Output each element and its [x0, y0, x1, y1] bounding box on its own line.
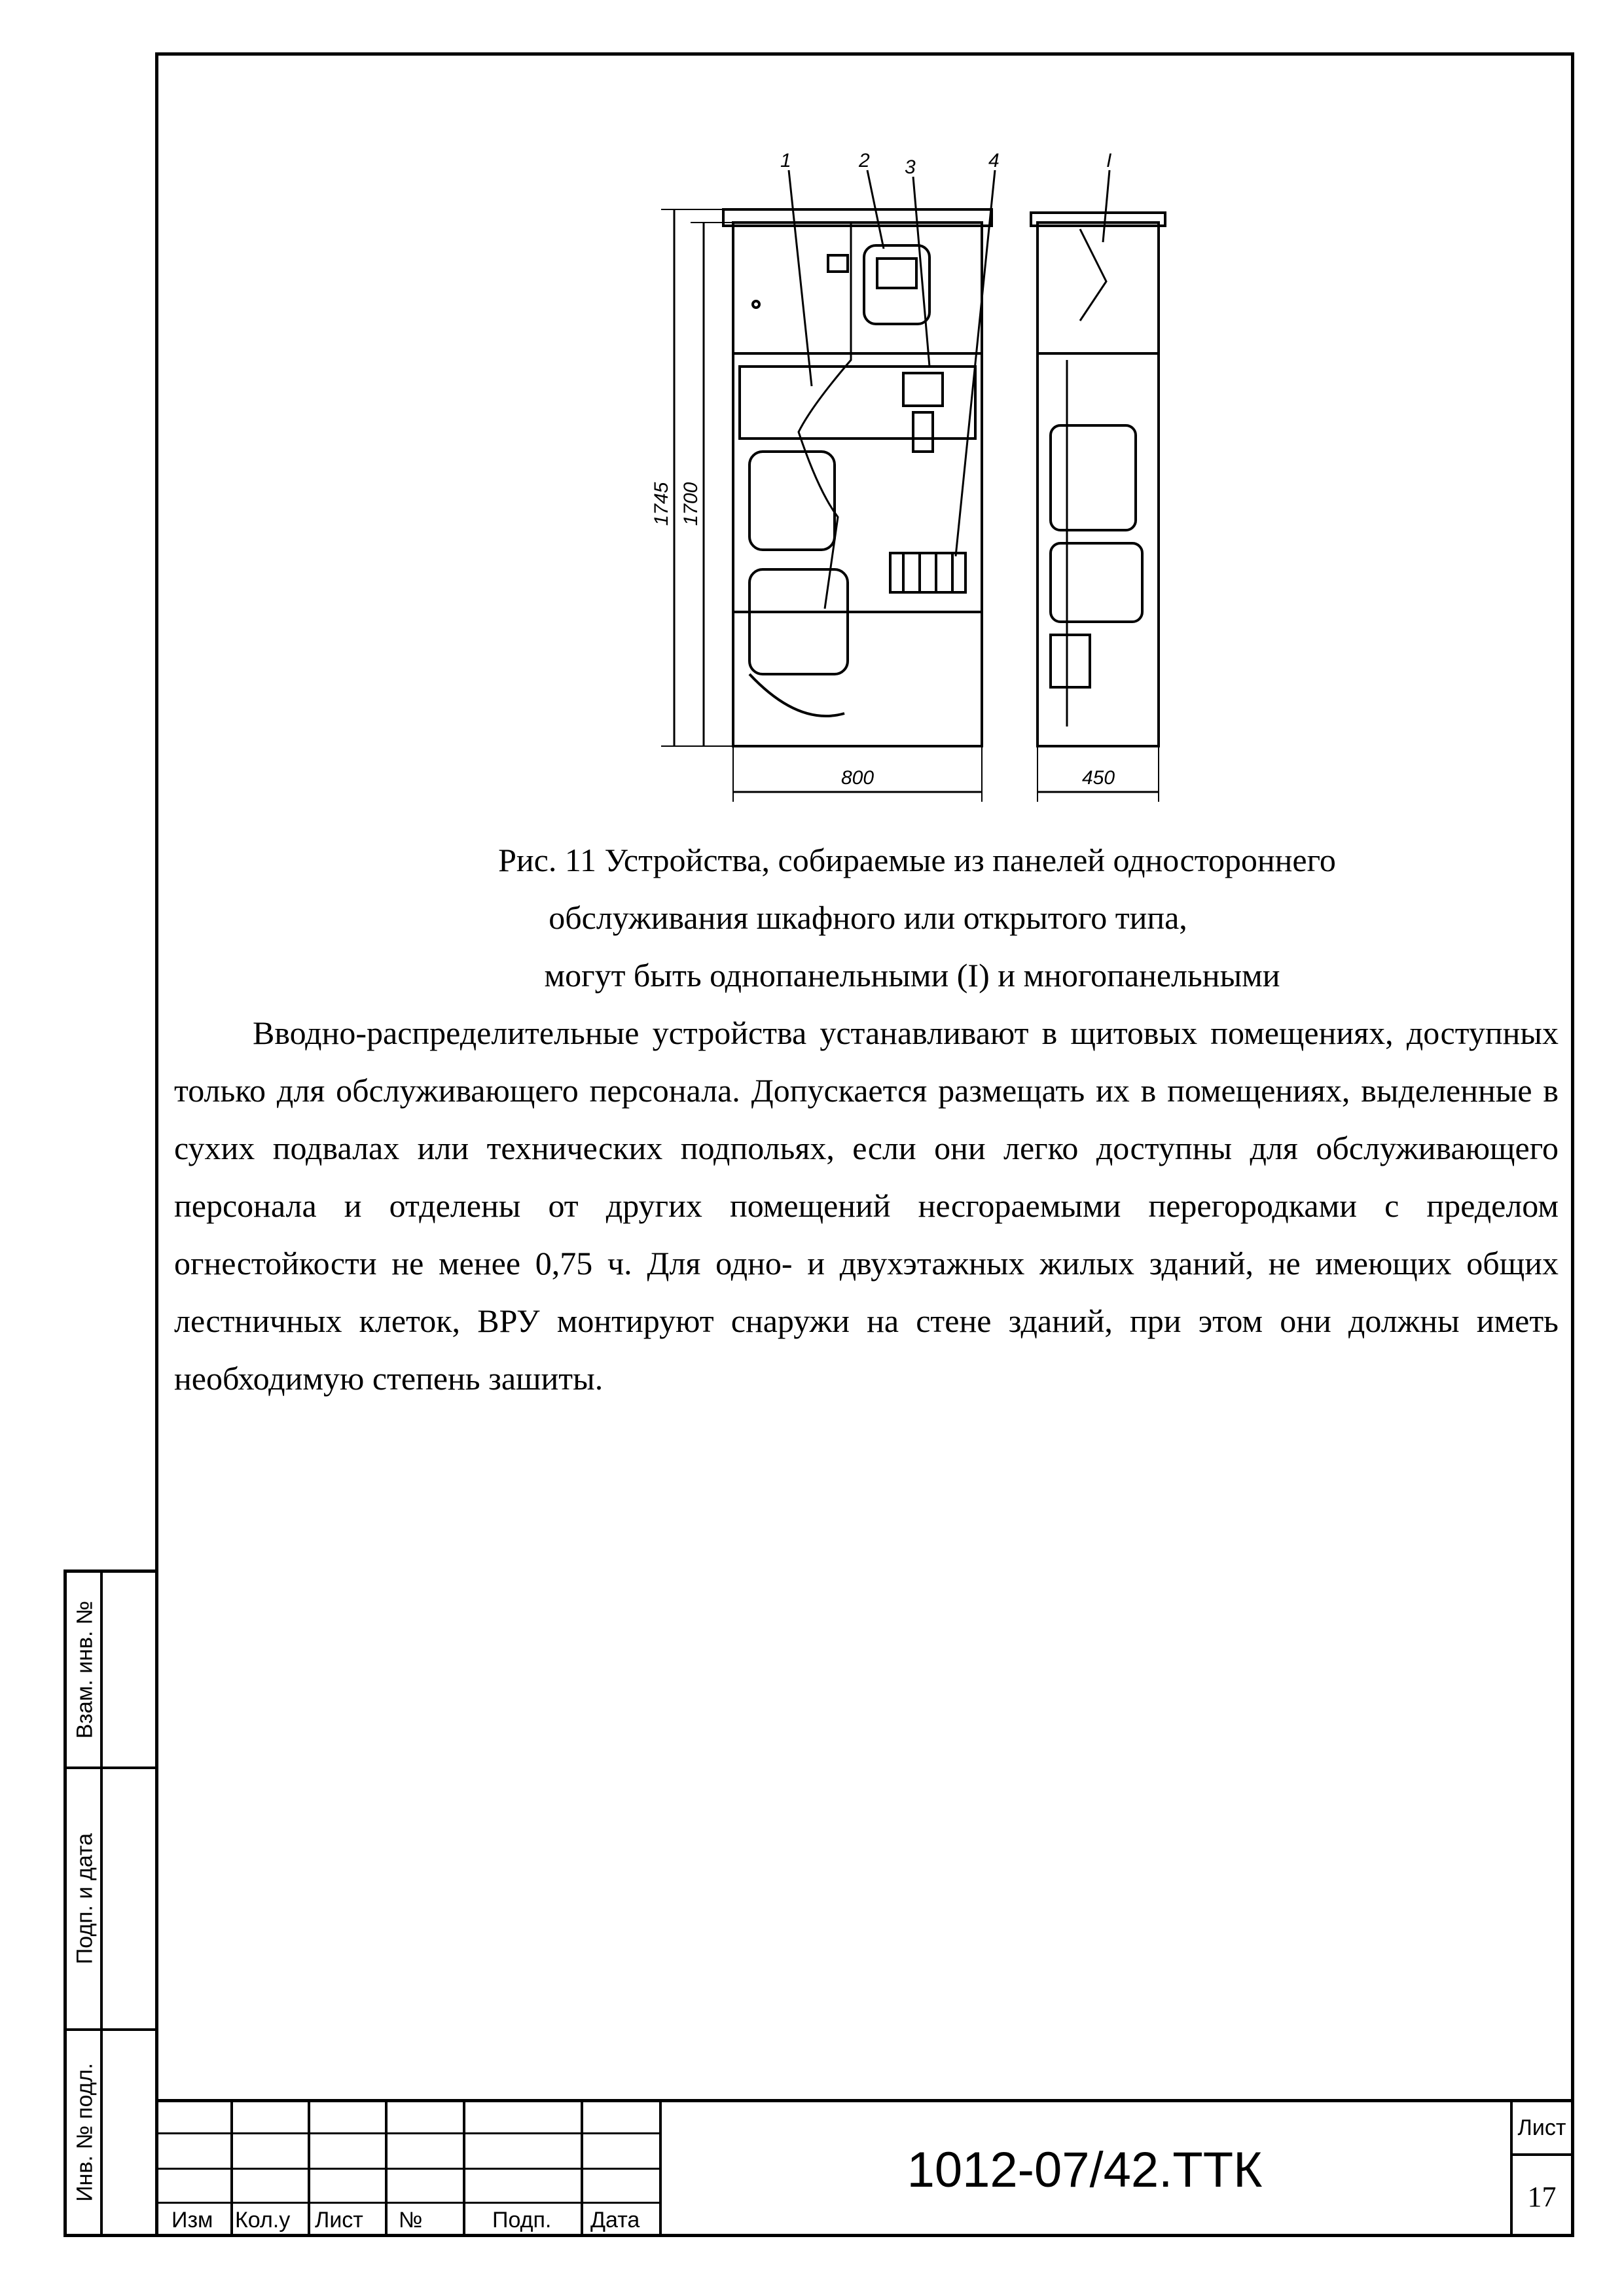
panel-drawing-svg: [648, 151, 1224, 805]
tb-col-num: №: [399, 2208, 423, 2233]
tb-col-data: Дата: [590, 2208, 640, 2233]
side-door-cutaway: [1080, 229, 1106, 321]
door-lock: [753, 301, 759, 308]
side-cell-podp: [67, 1769, 103, 2031]
dim-label-800: 800: [840, 767, 875, 789]
side-stamp: [63, 1570, 155, 2237]
body-paragraph: Вводно-распределительные устройства устанавливают в щитовых помещениях, доступных только для обслуживающего персонала. Допускается размещать их в помещениях, выделенные в сухих подвалах или технических подпольях, если они легко доступны для обслуживающего персонала и отделены от других помещений несгораемыми перегородками с пределом огнестойкости не менее 0,75 ч. Для одно- и двухэтажных жилых зданий, не имеющих общих лестничных клеток, ВРУ монтируют снаружи на стене зданий, при этом они должны иметь необходимую степень зашиты.: [174, 1014, 1559, 1397]
cable-loop: [749, 674, 844, 716]
dim-label-1700: 1700: [680, 482, 702, 526]
tb-col-izm: Изм: [171, 2208, 213, 2233]
breaker-block: [890, 553, 965, 592]
switch-block: [903, 373, 943, 406]
dim-label-1745: 1745: [651, 482, 672, 526]
tb-col-line-1: [230, 2102, 233, 2237]
switch-handle: [913, 412, 933, 452]
meter-window: [877, 259, 916, 288]
side-divider-2: [103, 2028, 158, 2031]
callout-1: 1: [780, 151, 791, 171]
document-code: 1012-07/42.ТТК: [907, 2142, 1263, 2198]
callout-4: 4: [988, 151, 1000, 171]
side-transformer-lower: [1051, 543, 1142, 622]
side-divider-1: [103, 1767, 158, 1769]
side-cell-inv: [67, 2031, 103, 2234]
side-terminal-block: [1051, 635, 1090, 687]
front-cabinet-outline: [733, 223, 982, 746]
figure-panel-drawing: [648, 151, 1224, 805]
callout-I: I: [1106, 151, 1112, 171]
switch-gear-area: [740, 367, 975, 439]
side-stamp-labels: [67, 1573, 103, 2234]
transformer-lower: [749, 569, 848, 674]
body-text: [174, 1004, 1559, 1407]
transformer-upper: [749, 452, 835, 550]
figure-caption-line-1: Рис. 11 Устройства, собираемые из панелей одностороннего: [498, 842, 1336, 878]
side-cabinet-outline: [1038, 223, 1159, 746]
tb-col-list: Лист: [315, 2208, 363, 2233]
tb-col-line-4: [463, 2102, 465, 2237]
leader-4: [956, 170, 995, 556]
side-label-inv: Инв. № подл.: [72, 2063, 97, 2202]
tb-col-podp: Подп.: [492, 2208, 552, 2233]
figure-caption-line-3: могут быть однопанельными (I) и многопанельными: [544, 957, 1280, 994]
tb-col-kol: Кол.у: [235, 2208, 291, 2233]
callout-2: 2: [859, 151, 870, 171]
tb-col-line-3: [385, 2102, 388, 2237]
leader-I: [1103, 170, 1110, 242]
figure-caption-line-2: обслуживания шкафного или открытого типа,: [549, 899, 1187, 936]
side-label-vzam: Взам. инв. №: [72, 1600, 97, 1739]
dim-label-450: 450: [1081, 767, 1115, 789]
sheet-label: Лист: [1513, 2102, 1571, 2156]
side-label-podp: Подп. и дата: [72, 1833, 97, 1965]
meter-indicator: [828, 255, 848, 272]
title-block-grid: [155, 2102, 659, 2237]
tb-col-line-2: [308, 2102, 310, 2237]
callout-3: 3: [905, 156, 916, 178]
side-transformer-upper: [1051, 425, 1136, 530]
tb-col-line-5: [581, 2102, 583, 2237]
sheet-box: [1510, 2102, 1571, 2237]
sheet-number: 17: [1527, 2180, 1557, 2213]
title-block: [155, 2099, 1574, 2237]
side-cell-vzam: [67, 1573, 103, 1769]
